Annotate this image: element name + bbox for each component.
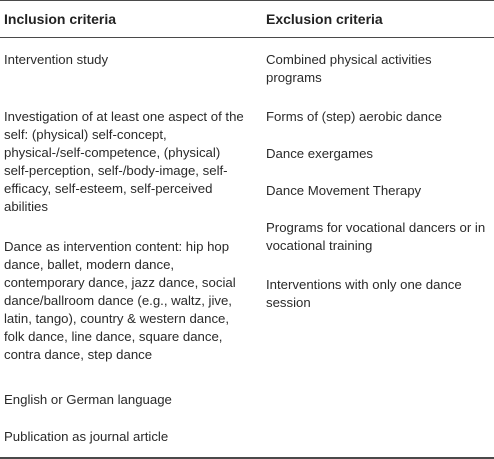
exclusion-item: Dance exergames bbox=[266, 146, 374, 161]
inclusion-item: Dance as intervention content: hip hop dance, ballet, modern dance, contemporary dance, jazz dance, social dance/ballroom dance (e.g., waltz, jive, latin, tango), country & western dance, folk dance, line dance, square dance, contra dance, step dance bbox=[4, 239, 236, 362]
exclusion-criteria-header: Exclusion criteria bbox=[266, 11, 383, 27]
inclusion-item: Intervention study bbox=[4, 52, 109, 67]
exclusion-item: Programs for vocational dancers or in vocational training bbox=[266, 220, 486, 253]
inclusion-item: Publication as journal article bbox=[4, 429, 169, 444]
exclusion-item: Forms of (step) aerobic dance bbox=[266, 109, 442, 124]
inclusion-item: Investigation of at least one aspect of the self: (physical) self-concept, physical-/self-competence, (physical) self-perception, self-/body-image, self-efficacy, self-esteem, self-perceived abilities bbox=[4, 109, 244, 214]
table-top-rule bbox=[0, 0, 494, 1]
inclusion-criteria-header: Inclusion criteria bbox=[4, 11, 117, 27]
exclusion-item: Interventions with only one dance session bbox=[266, 277, 462, 310]
header-divider-rule bbox=[0, 37, 494, 38]
exclusion-item: Dance Movement Therapy bbox=[266, 183, 422, 198]
inclusion-item: English or German language bbox=[4, 392, 172, 407]
exclusion-item: Combined physical activities programs bbox=[266, 52, 432, 85]
